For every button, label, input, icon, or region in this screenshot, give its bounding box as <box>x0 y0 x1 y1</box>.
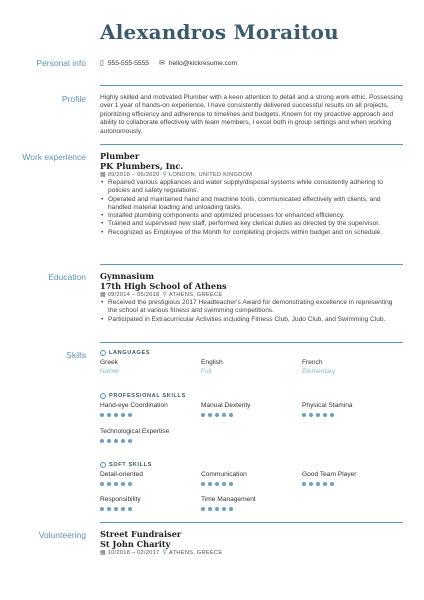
job-title: Plumber <box>100 151 140 161</box>
rating-dot <box>107 507 111 511</box>
profile-label: Profile <box>61 94 86 104</box>
personal-info-label: Personal info <box>36 58 86 68</box>
education-label: Education <box>48 272 86 282</box>
language-name: English <box>201 359 223 366</box>
volunteering-label: Volunteering <box>38 530 86 540</box>
languages-heading: i LANGUAGES <box>100 350 403 356</box>
resume-name: Alexandros Moraitou <box>100 20 339 44</box>
education-meta <box>100 291 403 299</box>
rating-dot <box>316 482 320 486</box>
volunteering-location: ATHENS, GREECE <box>168 550 223 556</box>
rating-dot <box>121 413 125 417</box>
volunteering-org: St John Charity <box>100 538 171 549</box>
skill-rating <box>100 413 135 417</box>
rating-dot <box>309 482 313 486</box>
list-item: • Participated in Extracurricular Activities including Fitness Club, Judo Club, and Swimming Club. <box>100 316 403 324</box>
info-icon: i <box>100 350 106 356</box>
mail-icon: ✉ <box>158 60 165 67</box>
list-item: • Recognized as Employee of the Month for completing projects within budget and on schedule. <box>100 229 403 237</box>
language-name: French <box>302 359 323 366</box>
calendar-icon: ▦ <box>100 292 106 298</box>
education-dates: 09/2014 – 05/2018 <box>107 292 160 298</box>
skill-rating <box>100 507 135 511</box>
list-item: • Received the prestigious 2017 Headteacher's Award for demonstrating excellence in representing the school at various fitness and swimming competitions. <box>100 299 403 316</box>
rating-dot <box>114 413 118 417</box>
skill-rating <box>302 413 337 417</box>
rating-dot <box>121 507 125 511</box>
rating-dot <box>309 413 313 417</box>
skill-rating <box>201 482 236 486</box>
rating-dot <box>107 482 111 486</box>
skill-rating <box>201 413 236 417</box>
school-name: 17th High School of Athens <box>100 280 227 291</box>
info-icon: i <box>100 393 106 399</box>
list-item: • Repaired various appliances and water supply/disposal systems while consistently adhering to policies and safety regulations. <box>100 179 403 196</box>
rating-dot <box>215 482 219 486</box>
education-title: Gymnasium <box>100 271 155 281</box>
rating-dot <box>330 482 334 486</box>
rating-dot <box>229 507 233 511</box>
list-item: • Installed plumbing components and optimized processes for enhanced efficiency. <box>100 212 403 220</box>
language-level: Elementary <box>302 368 336 375</box>
skill-name: Manual Dexterity <box>201 402 251 409</box>
phone-icon: ▯ <box>100 60 104 67</box>
skill-name: Technological Expertise <box>100 428 170 435</box>
rating-dot <box>316 413 320 417</box>
rating-dot <box>114 439 118 443</box>
rating-dot <box>128 507 132 511</box>
skills-label: Skills <box>66 350 86 360</box>
skill-rating <box>201 507 236 511</box>
calendar-icon: ▦ <box>100 172 106 178</box>
skill-name: Physical Stamina <box>302 402 353 409</box>
info-icon: i <box>100 462 106 468</box>
rating-dot <box>100 413 104 417</box>
email-address: hello@kickresume.com <box>168 59 238 67</box>
work-bullets <box>100 179 403 237</box>
divider <box>100 342 403 343</box>
skill-name: Detail-oriented <box>100 471 143 478</box>
skill-name: Hand-eye Coordination <box>100 402 168 409</box>
rating-dot <box>128 482 132 486</box>
rating-dot <box>330 413 334 417</box>
language-name: Greek <box>100 359 118 366</box>
skill-rating <box>302 482 337 486</box>
language-level: Full <box>201 368 212 375</box>
rating-dot <box>100 439 104 443</box>
divider <box>100 85 403 86</box>
rating-dot <box>107 439 111 443</box>
rating-dot <box>215 413 219 417</box>
education-bullets <box>100 299 403 324</box>
job-dates: 09/2018 – 06/2020 <box>107 172 160 178</box>
rating-dot <box>208 413 212 417</box>
rating-dot <box>222 482 226 486</box>
rating-dot <box>100 507 104 511</box>
list-item: • Trained and supervised new staff, performed key clerical duties as directed by the supervisor. <box>100 220 403 228</box>
rating-dot <box>201 413 205 417</box>
rating-dot <box>114 507 118 511</box>
rating-dot <box>128 413 132 417</box>
job-location: LONDON, UNITED KINGDOM <box>168 172 253 178</box>
work-label: Work experience <box>22 152 86 162</box>
rating-dot <box>229 482 233 486</box>
rating-dot <box>229 413 233 417</box>
divider <box>100 522 403 523</box>
rating-dot <box>302 482 306 486</box>
rating-dot <box>208 507 212 511</box>
language-level: Native <box>100 368 119 375</box>
volunteering-meta <box>100 549 403 557</box>
rating-dot <box>107 413 111 417</box>
phone-number: 555-555-5555 <box>107 59 149 67</box>
rating-dot <box>121 439 125 443</box>
skill-name: Responsibility <box>100 496 141 503</box>
rating-dot <box>201 507 205 511</box>
rating-dot <box>222 507 226 511</box>
skill-rating <box>100 482 135 486</box>
rating-dot <box>128 439 132 443</box>
divider <box>100 264 403 265</box>
rating-dot <box>121 482 125 486</box>
rating-dot <box>323 482 327 486</box>
contact-line <box>100 59 403 67</box>
rating-dot <box>215 507 219 511</box>
location-pin-icon: ⚲ <box>162 550 167 556</box>
calendar-icon: ▦ <box>100 550 106 556</box>
divider <box>100 144 403 145</box>
skill-name: Time Management <box>201 496 256 503</box>
rating-dot <box>201 482 205 486</box>
rating-dot <box>323 413 327 417</box>
rating-dot <box>100 482 104 486</box>
rating-dot <box>114 482 118 486</box>
rating-dot <box>208 482 212 486</box>
location-pin-icon: ⚲ <box>162 172 167 178</box>
volunteering-dates: 10/2018 – 02/2017 <box>107 550 160 556</box>
volunteering-title: Street Fundraiser <box>100 529 182 539</box>
company-name: PK Plumbers, Inc. <box>100 160 184 171</box>
skill-rating <box>100 439 135 443</box>
soft-skills-heading: i SOFT SKILLS <box>100 462 403 468</box>
rating-dot <box>302 413 306 417</box>
skill-name: Good Team Player <box>302 471 357 478</box>
location-pin-icon: ⚲ <box>162 292 167 298</box>
profile-text: Highly skilled and motivated Plumber with a keen attention to detail and a strong work ethic. Possessing over 1 year of hands-on experience, I have consistently delivered successful results on all projects, prioritizing efficiency and adherence to timelines and budgets. Known for my proactive approach and ability to collaborate effectively with team members, I excel both in group settings and when working autonomously. <box>100 94 403 135</box>
education-location: ATHENS, GREECE <box>168 292 223 298</box>
list-item: • Operated and maintained hand and machine tools, communicated effectively with clients, and handled material loading and unloading tasks. <box>100 196 403 213</box>
skill-name: Communication <box>201 471 247 478</box>
job-meta <box>100 171 403 179</box>
rating-dot <box>222 413 226 417</box>
professional-skills-heading: i PROFESSIONAL SKILLS <box>100 393 403 399</box>
